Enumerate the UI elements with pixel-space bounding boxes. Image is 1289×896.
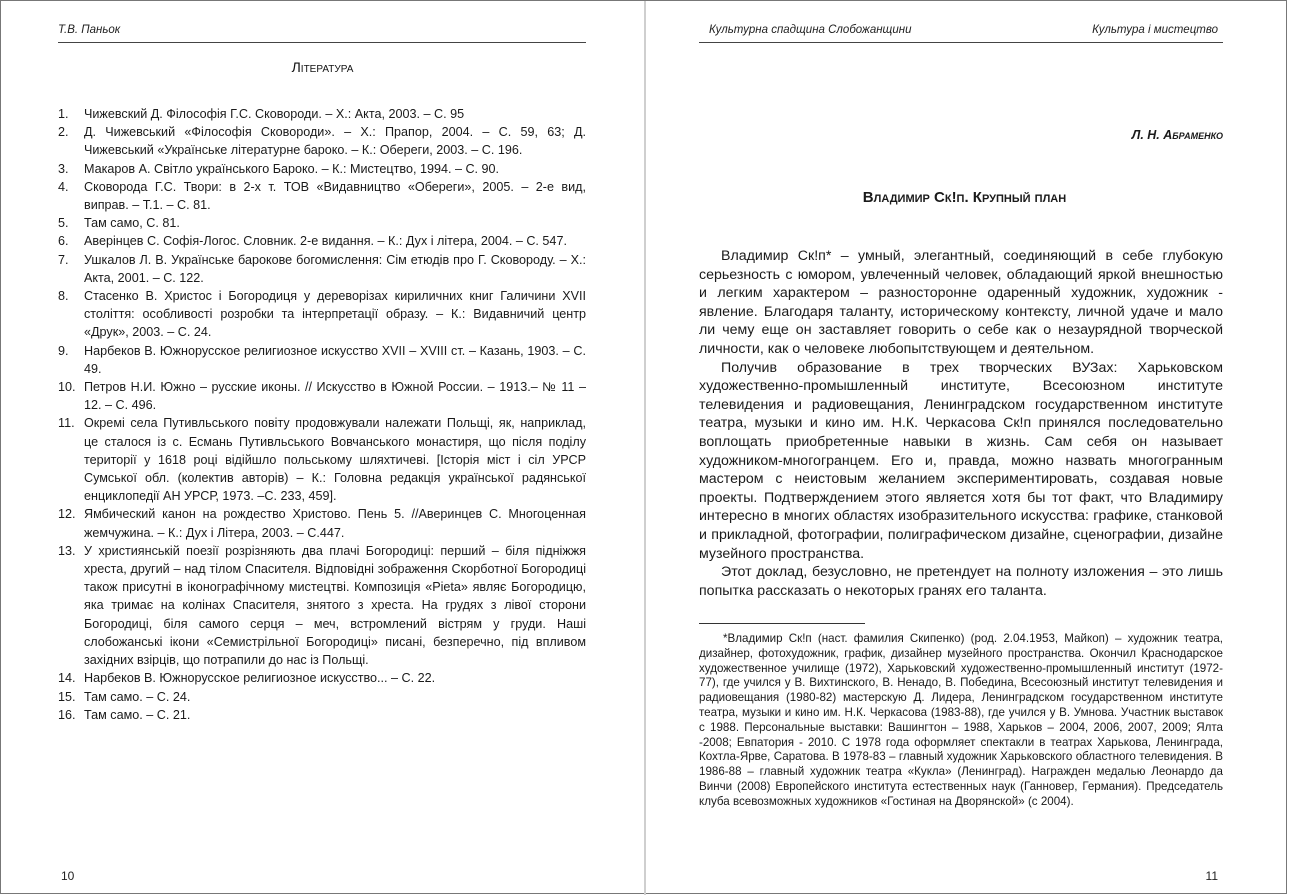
reference-text: Ямбический канон на рождество Христово. Пень 5. //Аверинцев С. Многоценная жемчужина. – К.: Дух і Літера, 2003. – С.447.: [84, 507, 586, 540]
footnote: *Владимир Ск!п (наст. фамилия Скипенко) (род. 2.04.1953, Майкоп) – художник театра, дизайнер, фотохудожник, график, дизайнер музейного пространства. Окончил Краснодарское художественное училище (1972), Харьковский художественно-промышленный институт (1972-77), где учился у В. Вихтинского, В. Ненадо, В. Победина, Всесоюзный институт телевидения и радиовещания (1980-82) мастерскую Д. Лидера, Ленинградском государственном институте театра, музыки и кино им. Н.К. Черкасова (1983-88), где учился у В. Умнова. Участник выставок с 1988. Персональные выставки: Вашингтон – 1988, Харьков – 2004, 2006, 2007, 2009; Ялта -2008; Евпатория - 2010. С 1978 года оформляет спектакли в театрах Харькова, Ленинграда, Кохтла-Ярве, Саратова. В 1978-83 – главный художник Харьковского областного телевидения. В 1986-88 – главный художник театра «Кукла» (Ленинград). Награжден медалью Леонардо да Винчи (2008) Европейского института естественных наук (Ганновер, Германия). Председатель клуба всевозможных художников «Гостиная на Дворянской» (с 2004).: [699, 632, 1223, 808]
reference-text: Стасенко В. Христос і Богородиця у дереворізах кириличних книг Галичини XVII століття: особливості розробки та інтерпретації образу. – К.: Видавничий центр «Друк», 2003. – С. 24.: [84, 289, 586, 340]
running-head-author: Т.В. Паньок: [58, 24, 121, 36]
reference-text: Петров Н.И. Южно – русские иконы. // Искусство в Южной России. – 1913.– № 11 – 12. – С. 496.: [84, 380, 586, 413]
reference-text: Ушкалов Л. В. Українське барокове богомислення: Сім етюдів про Г. Сковороду. – Х.: Акта, 2001. – С. 122.: [84, 252, 586, 285]
reference-number: 11.: [58, 416, 75, 431]
reference-number: 5.: [58, 216, 69, 231]
reference-text: Там само. – С. 21.: [84, 707, 191, 722]
running-head-collection: Культурна спадщина Слобожанщини: [709, 24, 912, 36]
reference-item: [58, 105, 586, 123]
header-rule: [699, 42, 1223, 43]
header-rule: [58, 42, 586, 43]
reference-text: Нарбеков В. Южнорусское религиозное искусство... – С. 22.: [84, 671, 436, 686]
reference-number: 7.: [58, 252, 69, 267]
reference-item: [58, 378, 586, 414]
running-head-section: Культура і мистецтво: [1092, 24, 1218, 36]
reference-item: [58, 178, 586, 214]
footnote-rule: [699, 623, 865, 624]
reference-item: [58, 688, 586, 706]
right-page: [646, 1, 1288, 895]
reference-text: У християнській поезії розрізняють два плачі Богородиці: перший – біля підніжжя хреста, другий – над тілом Спасителя. Відповідні зображення Скорботної Богородиці також присутні в іконографічному мистецтві. Композиція «Pieta» являє Богородицю, яка тримає на колінах Спасителя, знятого з хреста. На грудях з лівої сторони Богородиці, біля самого серця – меч, встромлений вістрям у груди. Наші слобожанські ікони «Семистрільної Богородиці» писані, безперечно, під впливом західних взірців, що потрапили до нас із Польщі.: [84, 543, 586, 668]
reference-item: [58, 251, 586, 287]
article-author: Л. Н. Абраменко: [1131, 128, 1223, 142]
reference-item: [58, 706, 586, 724]
reference-number: 2.: [58, 125, 69, 140]
paragraph: Владимир Ск!п* – умный, элегантный, соединяющий в себе глубокую серьезность с юмором, увлеченный человек, обладающий яркой внешностью и легким характером – разносторонне одаренный художник, художник - явление. Благодаря таланту, историческому контексту, личной удаче и мало ли чему еще он заставляет говорить о себе как о незаурядной творческой личности, как о человеке любопытствующем и деятельном.: [699, 248, 1223, 357]
reference-text: Окремі села Путивльського повіту продовжували належати Польщі, як, наприклад, це сталося із с. Есмань Путивльського Вовчанського монастиря, що після поділу території у 1618 році відійшло польському шляхтичеві. [Історія міст і сіл УРСР Сумської обл. (колектив авторів) – К.: Головна редакція української радянської енциклопедії АН УРСР, 1973. –С. 233, 459].: [84, 416, 586, 504]
reference-text: Аверінцев С. Софія-Логос. Словник. 2-е видання. – К.: Дух і літера, 2004. – С. 547.: [84, 234, 567, 249]
references-heading: Література: [291, 59, 354, 75]
reference-text: Макаров А. Світло українського Бароко. – К.: Мистецтво, 1994. – С. 90.: [84, 161, 500, 176]
reference-item: [58, 542, 586, 669]
reference-text: Д. Чижевський «Філософія Сковороди». – Х.: Прапор, 2004. – С. 59, 63; Д. Чижевський «Українське літературне бароко. – К.: Обереги, 2003. – С. 196.: [84, 125, 586, 158]
page-number-left: 10: [61, 869, 75, 883]
left-page: [1, 1, 644, 895]
reference-number: 14.: [58, 671, 76, 686]
reference-text: Чижевский Д. Філософія Г.С. Сковороди. – Х.: Акта, 2003. – С. 95: [84, 107, 465, 121]
article-body: [699, 247, 1223, 600]
reference-number: 4.: [58, 179, 69, 194]
reference-item: [58, 342, 586, 378]
reference-number: 13.: [58, 543, 76, 558]
reference-number: 9.: [58, 343, 69, 358]
paragraph: Этот доклад, безусловно, не претендует на полноту изложения – это лишь попытка рассказать о некоторых гранях его таланта.: [699, 564, 1223, 599]
reference-text: Сковорода Г.С. Твори: в 2-х т. ТОВ «Видавництво «Обереги», 2005. – 2-е вид, виправ. – Т.1. – С. 81.: [84, 179, 586, 213]
reference-item: [58, 123, 586, 159]
reference-number: 8.: [58, 289, 69, 304]
reference-item: [58, 505, 586, 541]
reference-number: 1.: [58, 107, 69, 121]
page-number-right: 11: [1205, 869, 1218, 883]
reference-item: [58, 414, 586, 505]
reference-number: 15.: [58, 689, 76, 704]
references-list: [58, 105, 586, 724]
reference-item: [58, 160, 586, 178]
reference-number: 12.: [58, 507, 76, 522]
reference-number: 6.: [58, 234, 69, 249]
reference-number: 16.: [58, 707, 76, 722]
reference-text: Нарбеков В. Южнорусское религиозное искусство XVII – XVIII ст. – Казань, 1903. – С. 49.: [84, 343, 586, 376]
paragraph: Получив образование в трех творческих ВУЗах: Харьковском художественно-промышленный институте, Всесоюзном институте телевидения и радиовещания, Ленинградском государственном институте театра, музыки и кино им. Н.К. Черкасова Ск!п принялся последовательно воплощать приобретенные навыки в жизнь. Сам себя он называет художником-многогранцем. Его и, правда, можно назвать многогранным мастером с неистовым желанием экспериментировать, создавая новые проекты. Подтверждением этого является хотя бы тот факт, что Владимиру интересно в многих областях изобразительного искусства: графике, станковой и прикладной, фотографии, полиграфическом дизайне, сценографии, дизайне музейного пространства.: [699, 359, 1223, 562]
reference-item: [58, 232, 586, 250]
reference-number: 10.: [58, 380, 76, 395]
reference-number: 3.: [58, 161, 69, 176]
reference-item: [58, 669, 586, 687]
reference-item: [58, 214, 586, 232]
reference-text: Там само. – С. 24.: [84, 689, 191, 704]
article-title: Владимир Ск!п. Крупный план: [862, 189, 1067, 206]
reference-item: [58, 287, 586, 342]
reference-text: Там само, С. 81.: [84, 216, 180, 231]
